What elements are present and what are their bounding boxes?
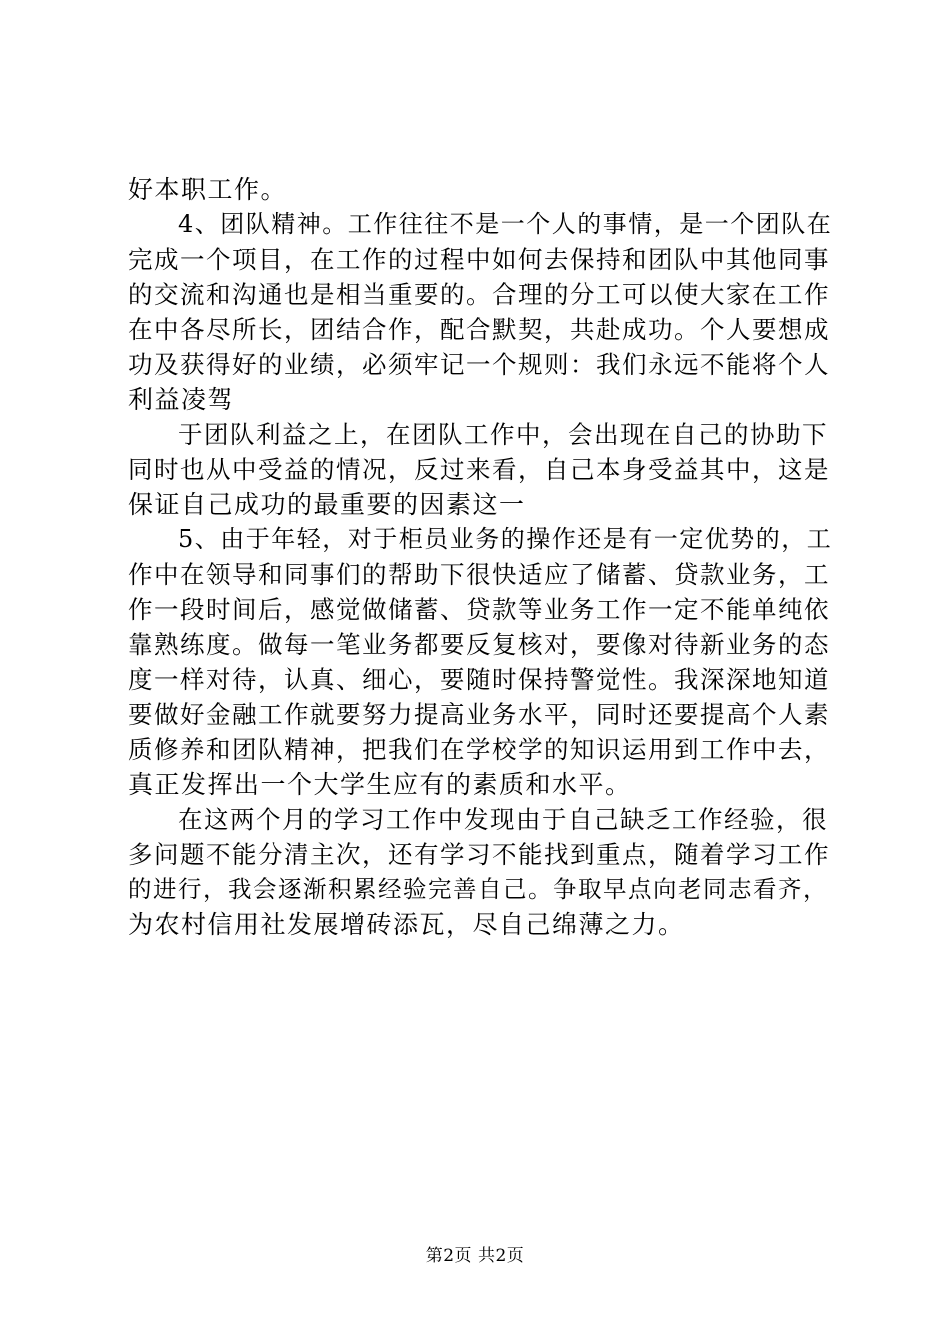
paragraph-line (128, 697, 838, 732)
page-number-label: 第2页 共2页 (425, 1246, 525, 1266)
paragraph-line (128, 767, 838, 802)
line-text: 在中各尽所长，团结合作，配合默契，共赴成功。个人要想成 (128, 315, 830, 344)
paragraph-line (128, 277, 838, 312)
line-text: 完成一个项目，在工作的过程中如何去保持和团队中其他同事 (128, 245, 830, 274)
paragraph-line (128, 732, 838, 767)
paragraph-line (128, 207, 838, 242)
paragraph-line (128, 592, 838, 627)
line-text: 同时也从中受益的情况，反过来看，自己本身受益其中，这是 (128, 455, 830, 484)
line-text: 5、由于年轻，对于柜员业务的操作还是有一定优势的，工 (178, 525, 833, 553)
paragraph-line (128, 347, 838, 382)
line-text: 作一段时间后，感觉做储蓄、贷款等业务工作一定不能单纯依 (128, 595, 830, 624)
line-text: 作中在领导和同事们的帮助下很快适应了储蓄、贷款业务，工 (128, 560, 830, 589)
paragraph-line (128, 452, 838, 487)
line-text: 好本职工作。 (128, 175, 288, 204)
line-text: 在这两个月的学习工作中发现由于自己缺乏工作经验，很 (178, 805, 828, 834)
paragraph-line (128, 487, 838, 522)
paragraph-line (128, 802, 838, 837)
paragraph-line (128, 907, 838, 942)
line-text: 4、团队精神。工作往往不是一个人的事情，是一个团队在 (178, 210, 833, 238)
line-text: 利益凌驾 (128, 385, 235, 414)
paragraph-line (128, 312, 838, 347)
paragraph-line (128, 872, 838, 907)
page-footer (0, 1244, 950, 1268)
paragraph-line (128, 662, 838, 697)
paragraph-line (128, 242, 838, 277)
paragraph-line (128, 522, 838, 557)
paragraph-line (128, 417, 838, 452)
line-text: 的进行，我会逐渐积累经验完善自己。争取早点向老同志看齐， (128, 875, 828, 903)
line-text: 真正发挥出一个大学生应有的素质和水平。 (128, 770, 632, 799)
line-text: 的交流和沟通也是相当重要的。合理的分工可以使大家在工作 (128, 280, 830, 309)
line-text: 保证自己成功的最重要的因素这一 (128, 490, 526, 519)
paragraph-line (128, 557, 838, 592)
line-text: 为农村信用社发展增砖添瓦，尽自己绵薄之力。 (128, 910, 685, 939)
paragraph-line (128, 837, 838, 872)
paragraph-line (128, 627, 838, 662)
document-body (128, 172, 838, 942)
line-text: 多问题不能分清主次，还有学习不能找到重点，随着学习工作 (128, 840, 830, 869)
line-text: 功及获得好的业绩，必须牢记一个规则：我们永远不能将个人 (128, 350, 830, 379)
line-text: 要做好金融工作就要努力提高业务水平，同时还要提高个人素 (128, 700, 830, 729)
line-text: 度一样对待，认真、细心，要随时保持警觉性。我深深地知道 (128, 665, 830, 694)
paragraph-line (128, 172, 838, 207)
line-text: 质修养和团队精神，把我们在学校学的知识运用到工作中去， (128, 735, 830, 764)
line-text: 于团队利益之上，在团队工作中，会出现在自己的协助下 (178, 420, 828, 449)
paragraph-line (128, 382, 838, 417)
line-text: 靠熟练度。做每一笔业务都要反复核对，要像对待新业务的态 (128, 630, 830, 659)
